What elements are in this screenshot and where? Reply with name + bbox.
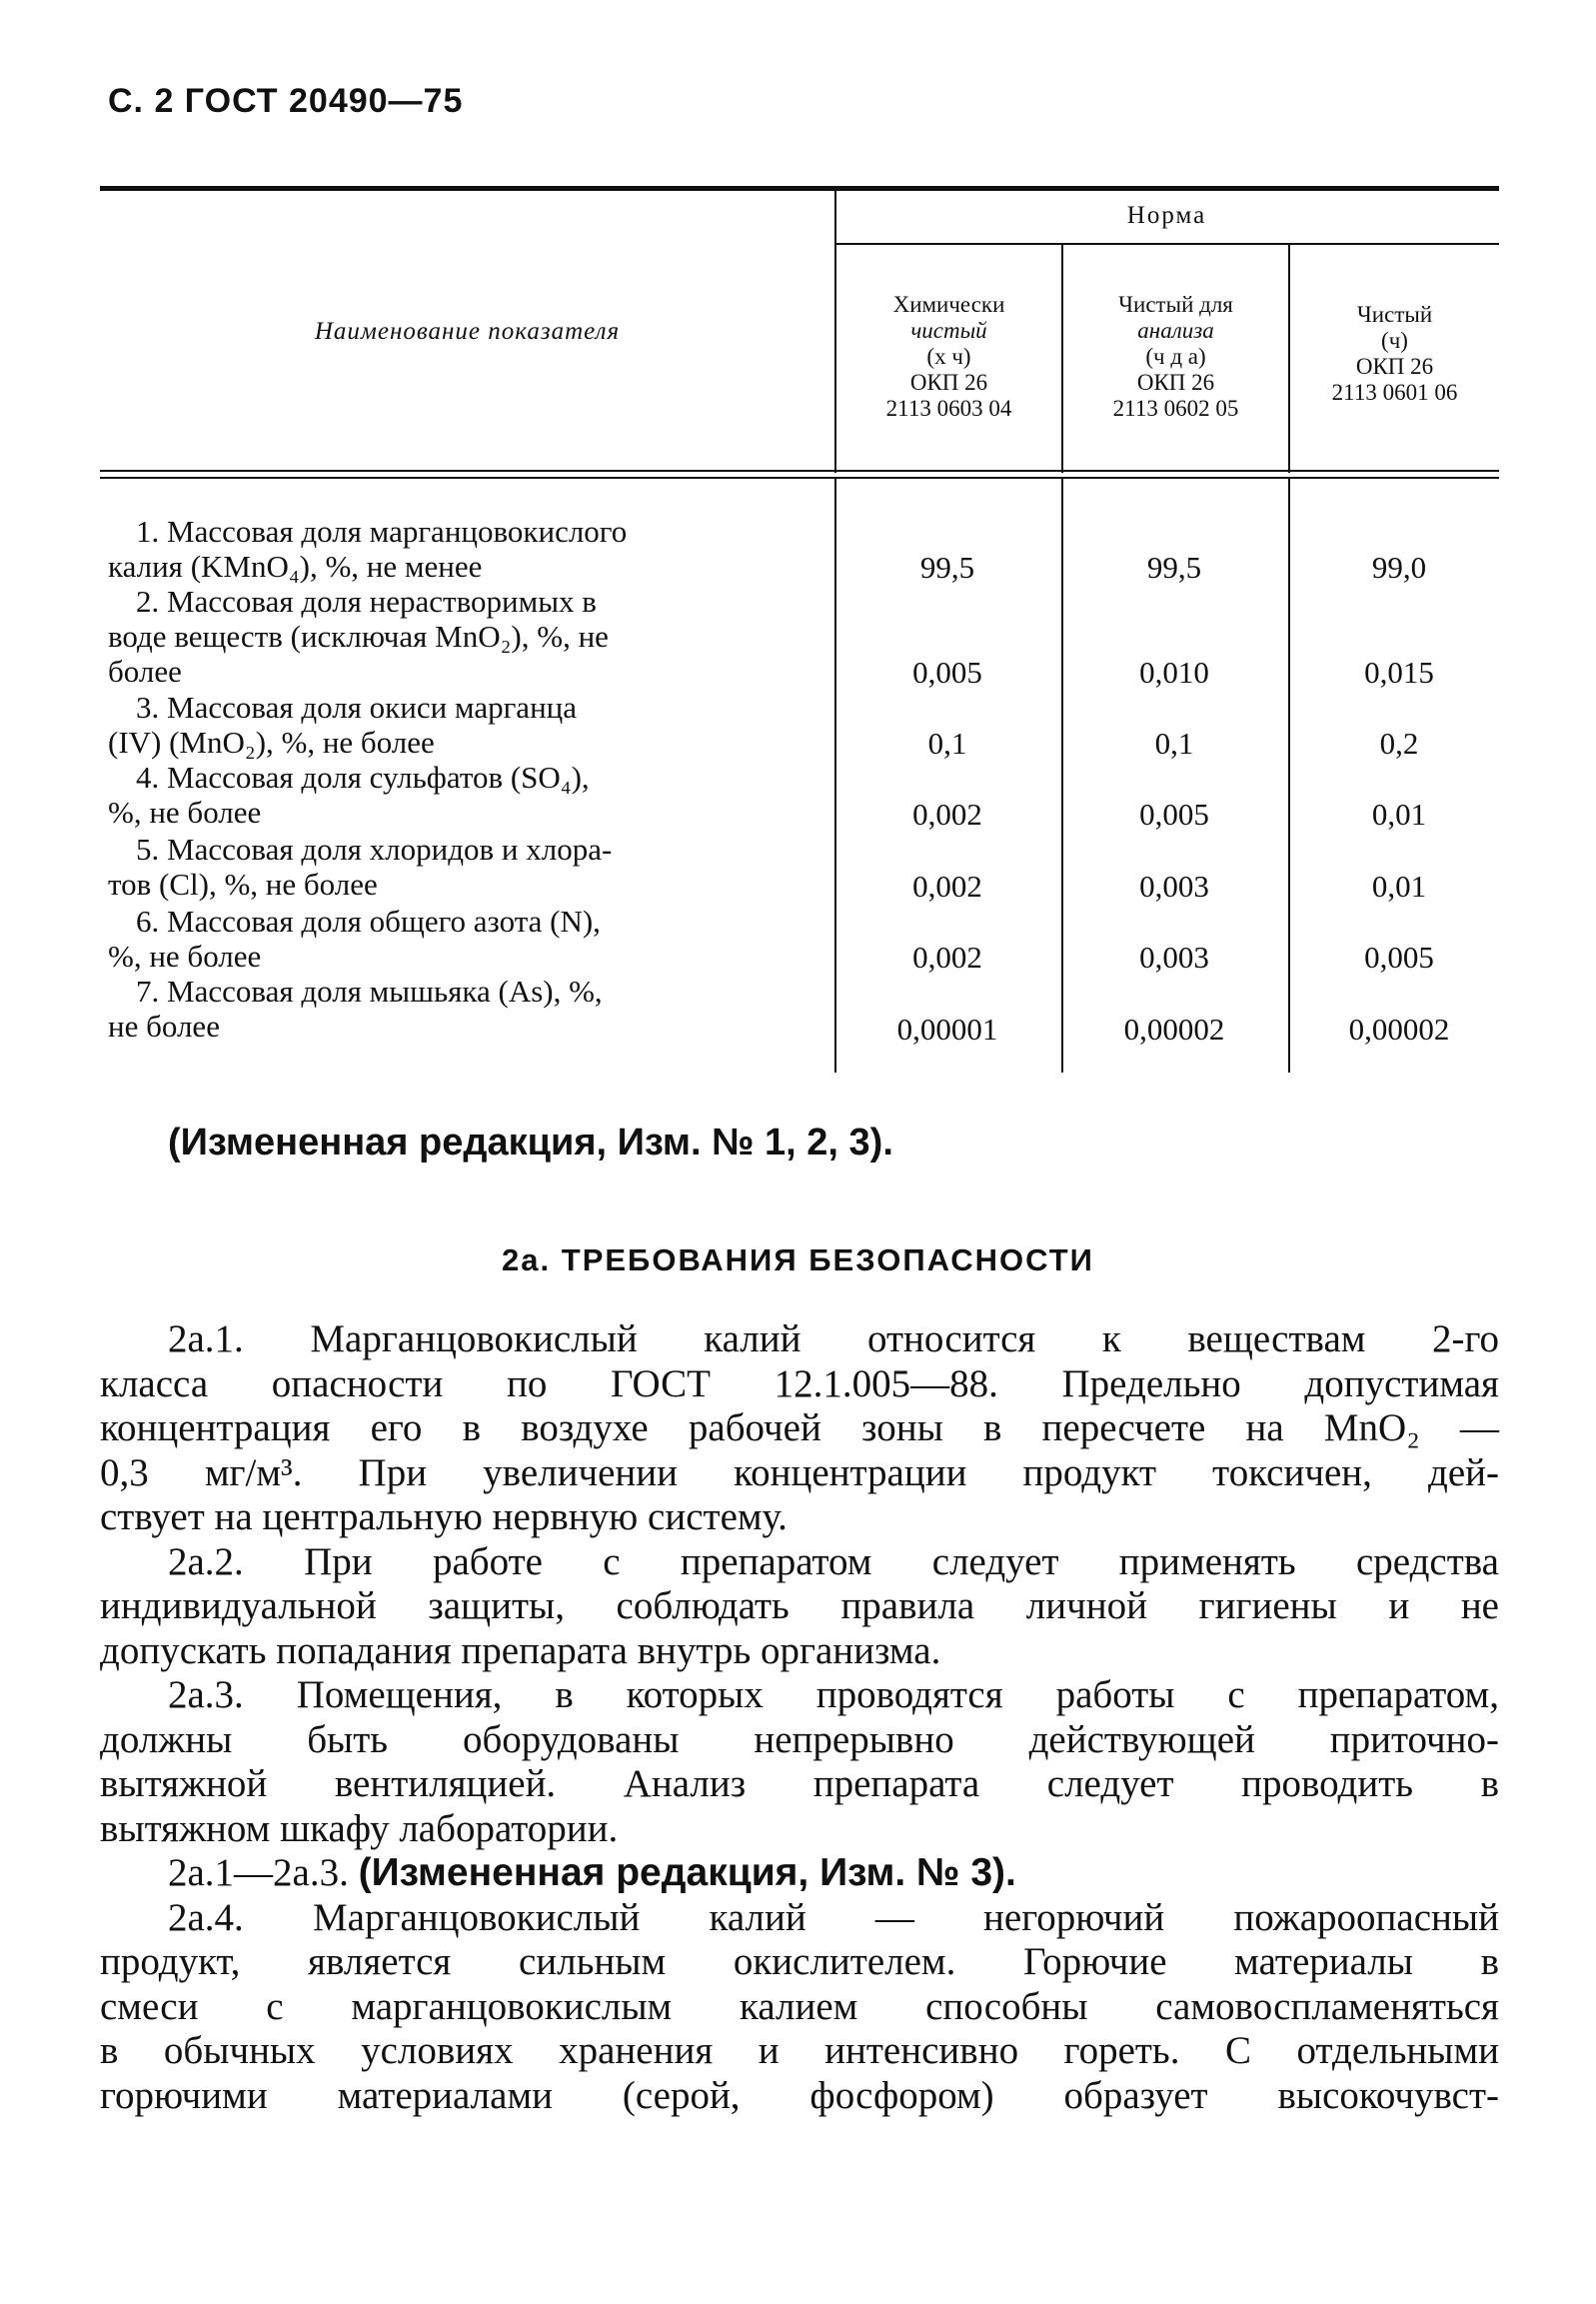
grade-header-xch xyxy=(836,292,1061,422)
row-label-line: воде веществ (исключая MnO₂), %, не xyxy=(108,619,609,654)
table-cell: 0,005 xyxy=(1139,797,1209,832)
section-title: 2а. ТРЕБОВАНИЯ БЕЗОПАСНОСТИ xyxy=(502,1242,1094,1277)
table-top-rule xyxy=(100,186,1499,191)
text-line: смеси с марганцовокислым калием способны самовоспламеняться xyxy=(100,1984,1499,2028)
table-cell: 0,00002 xyxy=(1123,1012,1225,1047)
row-label-line: более xyxy=(108,654,182,689)
text-line: 2а.4. Марганцовокислый калий — негорючий пожароопасный xyxy=(168,1895,1499,1939)
grade-header-line: ОКП 26 xyxy=(1355,354,1434,379)
text-line: 2а.2. При работе с препаратом следует применять средства xyxy=(168,1539,1499,1583)
text-line: горючими материалами (серой, фосфором) образует высокочувст- xyxy=(100,2073,1499,2117)
grade-header-line: Чистый для xyxy=(1118,292,1233,317)
grade-header-line: ОКП 26 xyxy=(909,370,988,395)
table-cell: 0,2 xyxy=(1379,726,1419,761)
table-row-label xyxy=(108,904,805,974)
grade-header-line: Химически xyxy=(892,292,1005,317)
grade-header-chda xyxy=(1063,292,1288,422)
text-line: в обычных условиях хранения и интенсивно гореть. С отдельными xyxy=(100,2029,1499,2072)
table-cell: 0,010 xyxy=(1139,655,1209,690)
table-col-divider xyxy=(1061,479,1063,1073)
text-line: вытяжном шкафу лаборатории. xyxy=(100,1806,619,1850)
text-line: должны быть оборудованы непрерывно действующей приточно- xyxy=(100,1717,1499,1761)
table-cell: 99,5 xyxy=(919,550,975,585)
row-label-line: 3. Массовая доля окиси марганца xyxy=(136,690,578,725)
row-label-line: 5. Массовая доля хлоридов и хлора- xyxy=(136,832,613,867)
text-line: допускать попадания препарата внутрь организма. xyxy=(100,1628,941,1672)
table-cell: 0,003 xyxy=(1139,869,1209,904)
table-row-label xyxy=(108,514,805,584)
table-cell: 0,1 xyxy=(927,726,967,761)
column-header-norma: Норма xyxy=(1126,202,1207,229)
row-label-line: 1. Массовая доля марганцовокислого xyxy=(136,514,628,549)
text-line: 2а.1. Марганцовокислый калий относится к веществам 2-го xyxy=(168,1317,1499,1360)
page-header: С. 2 ГОСТ 20490—75 xyxy=(108,82,464,120)
text-line: 2а.3. Помещения, в которых проводятся работы с препаратом, xyxy=(168,1673,1499,1716)
text-line: ствует на центральную нервную систему. xyxy=(100,1495,788,1538)
table-row-label xyxy=(108,690,805,760)
grade-header-line: (ч) xyxy=(1381,328,1408,353)
row-label-line: тов (Cl), %, не более xyxy=(108,867,378,902)
row-label-line: калия (KMnO₄), %, не менее xyxy=(108,549,483,584)
column-header-name: Наименование показателя xyxy=(314,318,621,345)
text-line: индивидуальной защиты, соблюдать правила личной гигиены и не xyxy=(100,1584,1499,1627)
grade-header-line: ОКП 26 xyxy=(1136,370,1215,395)
row-label-line: 7. Массовая доля мышьяка (As), %, xyxy=(136,974,603,1009)
grade-header-ch xyxy=(1290,302,1499,406)
amendment-note-bold: (Измененная редакция, Изм. № 3). xyxy=(358,1851,1016,1894)
table-cell: 99,5 xyxy=(1146,550,1202,585)
table-col-divider xyxy=(834,479,836,1073)
table-row-label xyxy=(108,832,805,902)
text-line: 0,3 мг/м³. При увеличении концентрации продукт токсичен, дей- xyxy=(100,1450,1499,1494)
grade-header-line: (ч д а) xyxy=(1145,344,1206,369)
table-cell: 0,01 xyxy=(1371,869,1427,904)
table-cell: 0,002 xyxy=(912,869,982,904)
grade-header-line: чистый xyxy=(910,318,987,343)
grade-header-line: Чистый xyxy=(1356,302,1433,327)
text-line: концентрация его в воздухе рабочей зоны в пересчете на MnO₂ — xyxy=(100,1406,1499,1449)
table-cell: 0,1 xyxy=(1154,726,1194,761)
row-label-line: не более xyxy=(108,1009,220,1044)
row-label-line: %, не более xyxy=(108,795,262,830)
table-cell: 99,0 xyxy=(1371,550,1427,585)
amendment-note-line xyxy=(100,1851,1499,1896)
text-line: класса опасности по ГОСТ 12.1.005—88. Предельно допустимая xyxy=(100,1361,1499,1405)
table-cell: 0,01 xyxy=(1371,797,1427,832)
row-label-line: %, не более xyxy=(108,939,262,974)
table-cell: 0,00002 xyxy=(1348,1012,1450,1047)
norma-rule xyxy=(834,243,1499,245)
text-line: продукт, является сильным окислителем. Горючие материалы в xyxy=(100,1940,1499,1983)
grade-header-line: 2113 0601 06 xyxy=(1331,380,1458,405)
text-line: вытяжной вентиляцией. Анализ препарата следует проводить в xyxy=(100,1762,1499,1805)
row-label-line: 2. Массовая доля нерастворимых в xyxy=(136,584,597,619)
table-cell: 0,015 xyxy=(1364,655,1434,690)
table-row-label xyxy=(108,974,805,1044)
section-body xyxy=(100,1317,1499,2118)
row-label-line: 4. Массовая доля сульфатов (SO₄), xyxy=(136,760,590,795)
header-rule-1 xyxy=(100,470,1499,472)
table-cell: 0,005 xyxy=(912,655,982,690)
grade-header-line: 2113 0603 04 xyxy=(885,396,1012,421)
amendment-note-prefix: 2а.1—2а.3. xyxy=(168,1851,359,1894)
table-cell: 0,002 xyxy=(912,940,982,975)
table-row-label xyxy=(108,760,805,830)
table-col-divider xyxy=(1288,479,1290,1073)
table-cell: 0,005 xyxy=(1364,940,1434,975)
table-cell: 0,002 xyxy=(912,797,982,832)
grade-header-line: анализа xyxy=(1137,318,1214,343)
grade-header-line: 2113 0602 05 xyxy=(1112,396,1239,421)
row-label-line: (IV) (MnO₂), %, не более xyxy=(108,725,435,760)
row-label-line: 6. Массовая доля общего азота (N), xyxy=(136,904,601,939)
table-row-label xyxy=(108,584,805,689)
grade-header-line: (х ч) xyxy=(926,344,971,369)
table-cell: 0,003 xyxy=(1139,940,1209,975)
table-cell: 0,00001 xyxy=(896,1012,998,1047)
table-amendment-note: (Измененная редакция, Изм. № 1, 2, 3). xyxy=(168,1122,893,1163)
